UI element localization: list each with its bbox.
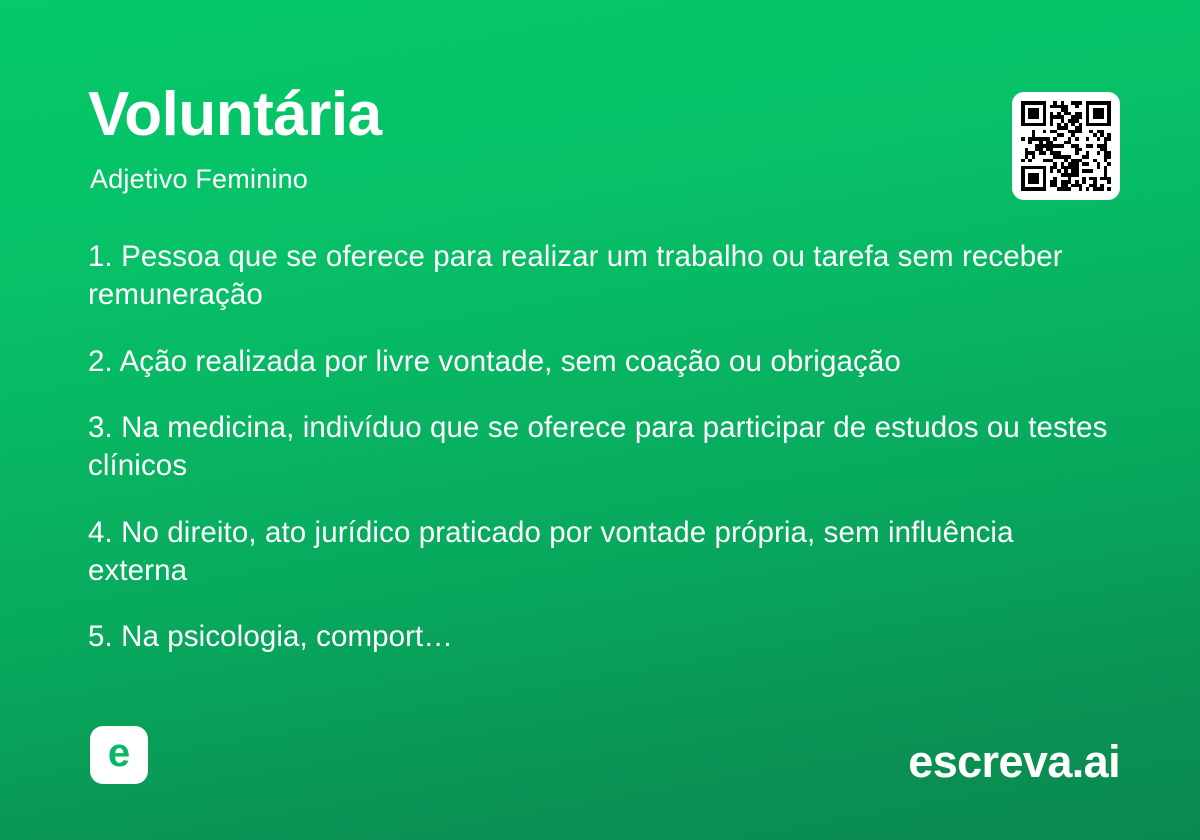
list-item: 4. No direito, ato jurídico praticado por vontade própria, sem influência externa: [88, 515, 1014, 588]
list-item: 2. Ação realizada por livre vontade, sem coação ou obrigação: [88, 344, 901, 378]
qr-code-icon[interactable]: [1012, 92, 1120, 200]
list-item: 3. Na medicina, indivíduo que se oferece para participar de estudos ou testes clínicos: [88, 411, 1108, 483]
list-item: 5. Na psicologia, comport…: [88, 620, 453, 654]
list-item: 1. Pessoa que se oferece para realizar um trabalho ou tarefa sem receber remuneração: [88, 240, 1063, 312]
card-content: [88, 0, 1120, 840]
qr-code-pattern: [1021, 101, 1111, 191]
word-class-subtitle: Adjetivo Feminino: [90, 164, 309, 194]
definitions-list: [88, 238, 1110, 657]
brand-wordmark: escreva.ai: [908, 736, 1120, 787]
logo-letter: e: [107, 731, 131, 775]
escreva-logo-icon: [90, 726, 148, 784]
page-title: Voluntária: [88, 80, 382, 149]
